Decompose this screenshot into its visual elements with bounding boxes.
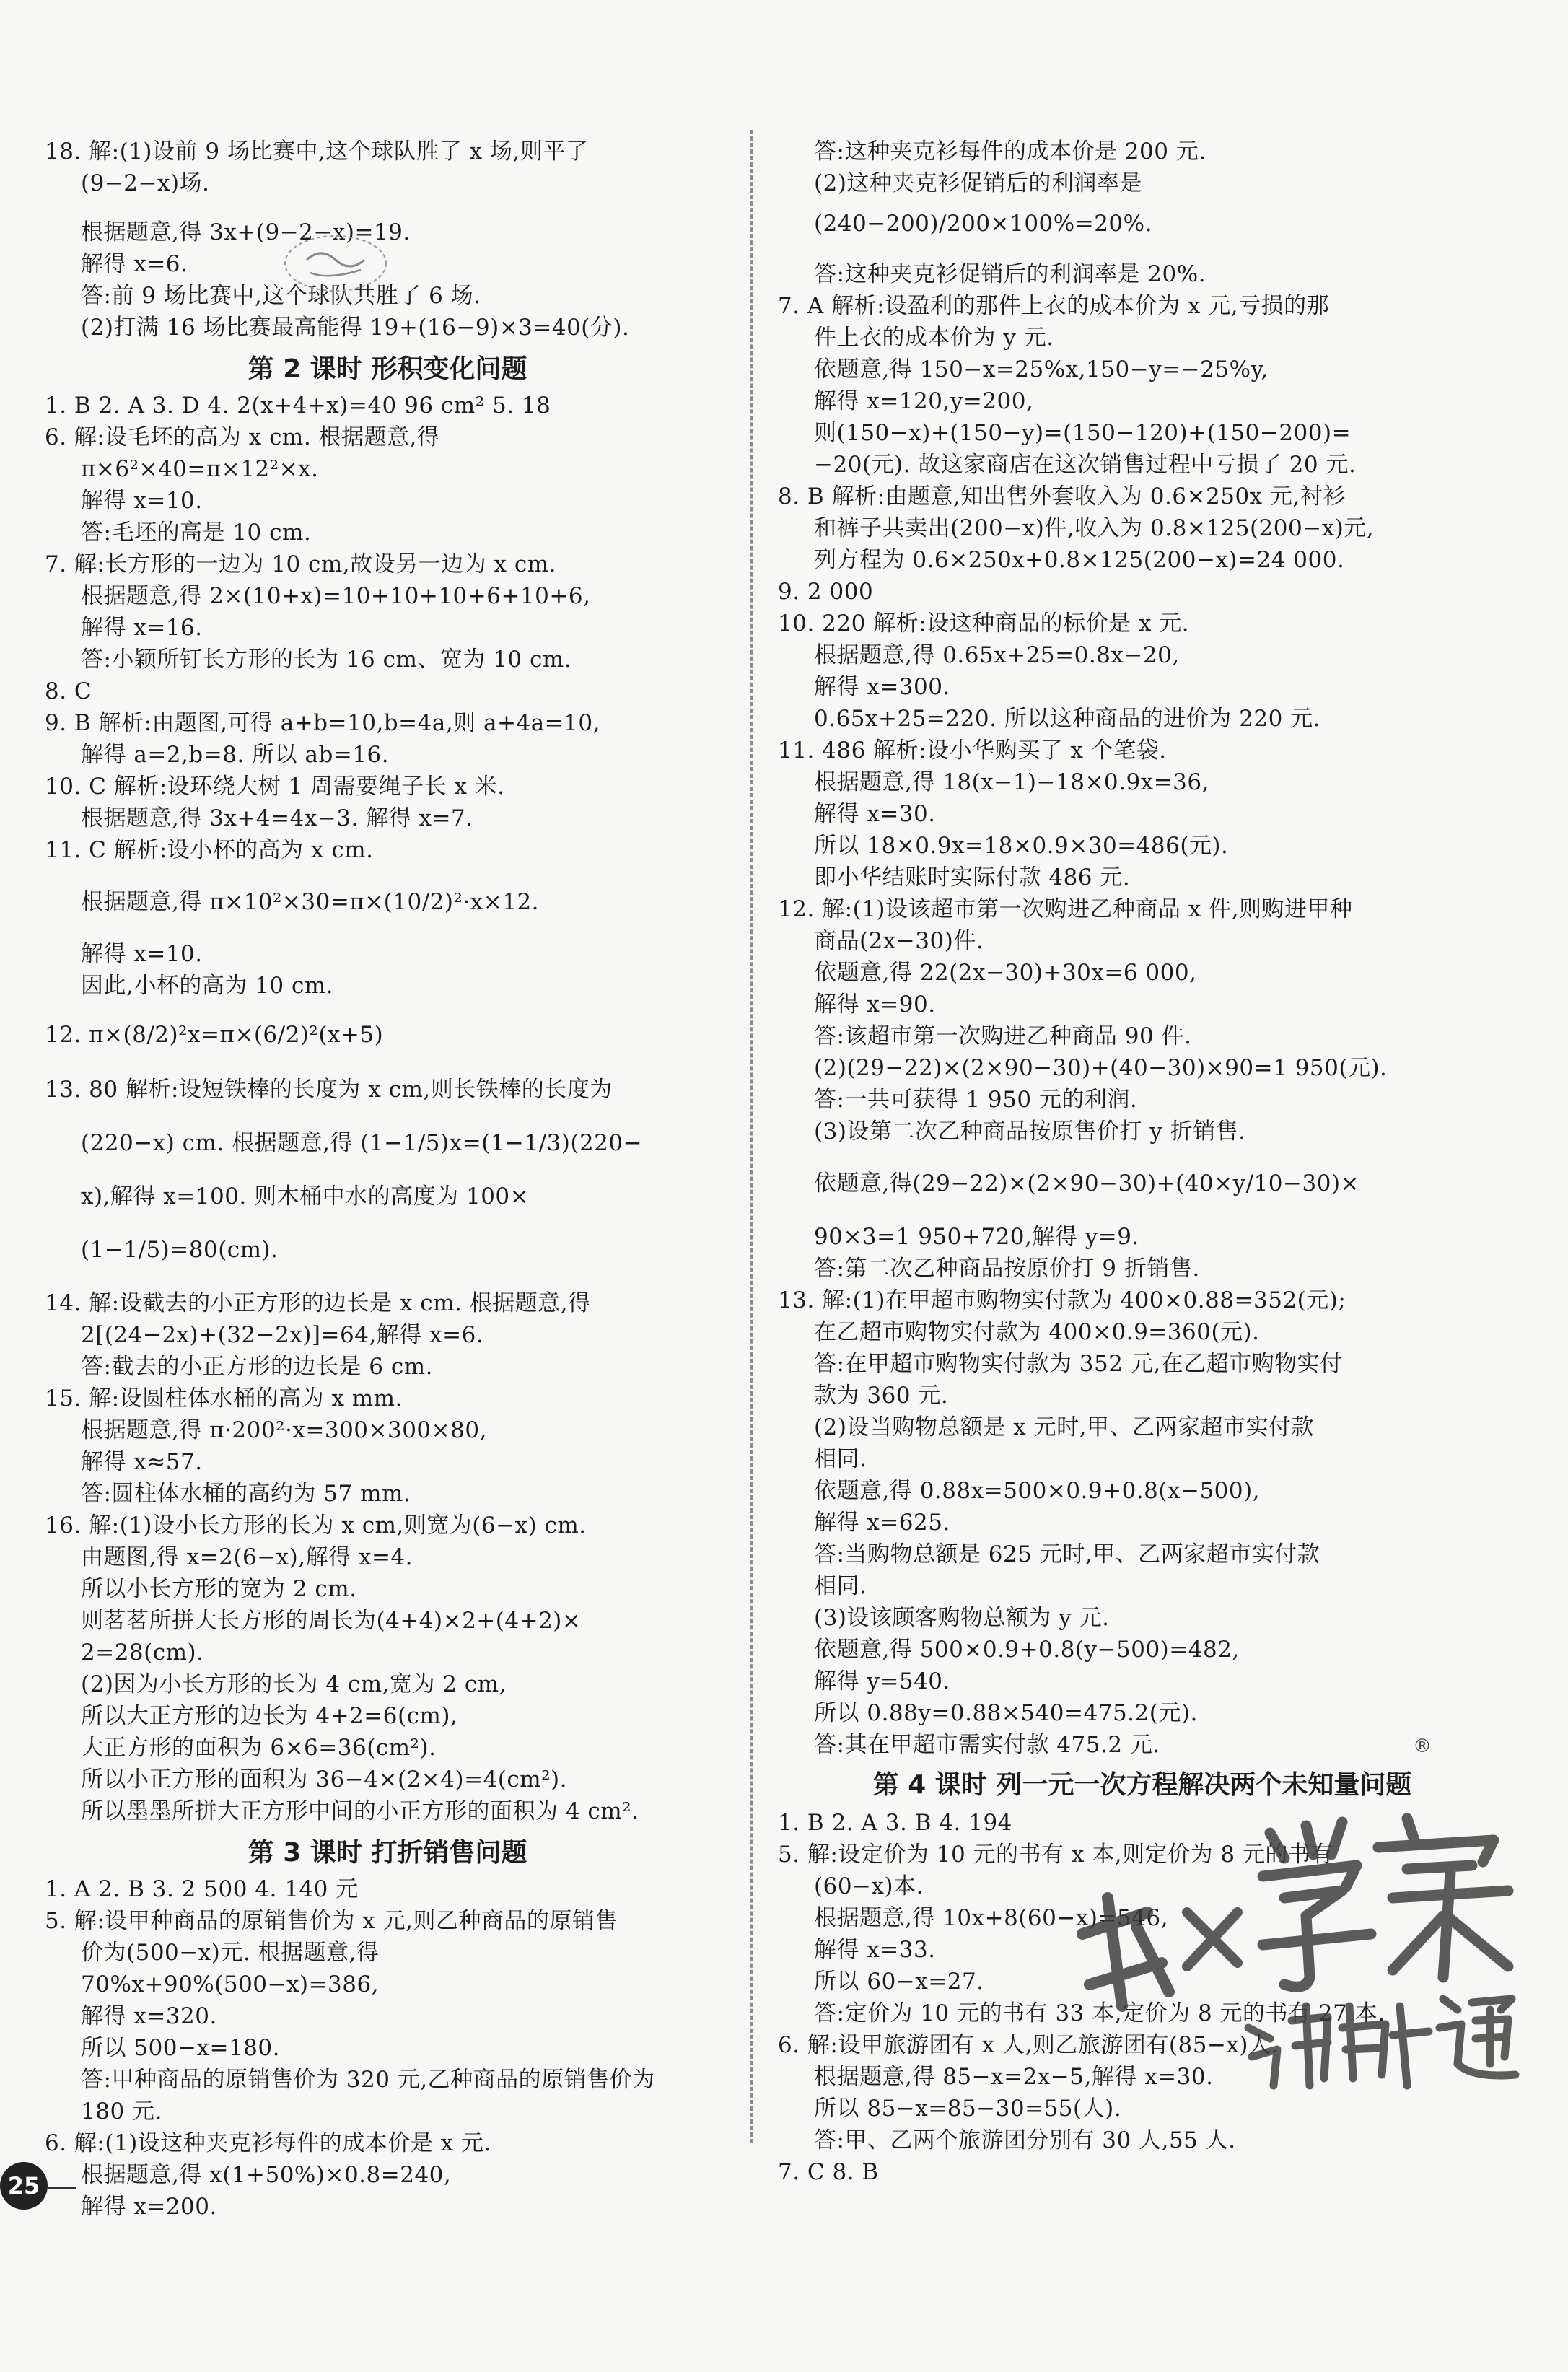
answer-line: x),解得 x=100. 则木桶中水的高度为 100× — [81, 1183, 530, 1209]
answer-line: 9. B 解析:由题图,可得 a+b=10,b=4a,则 a+4a=10, — [45, 710, 600, 736]
answer-line: −20(元). 故这家商店在这次销售过程中亏损了 20 元. — [814, 452, 1357, 478]
answer-line: 解得 y=540. — [814, 1668, 950, 1694]
answer-line: 相同. — [814, 1446, 867, 1472]
answer-line: 答:甲种商品的原销售价为 320 元,乙种商品的原销售价为 — [81, 2067, 655, 2093]
answer-line: 1. B 2. A 3. D 4. 2(x+4+x)=40 96 cm² 5. 18 — [45, 393, 551, 419]
answer-line: 1. B 2. A 3. B 4. 194 — [778, 1810, 1012, 1836]
answer-line: 0.65x+25=220. 所以这种商品的进价为 220 元. — [814, 706, 1321, 732]
answer-line: (2)(29−22)×(2×90−30)+(40−30)×90=1 950(元). — [814, 1055, 1388, 1081]
lesson-heading: 第 4 课时 列一元一次方程解决两个未知量问题 — [872, 1770, 1412, 1800]
answer-line: 2[(24−2x)+(32−2x)]=64,解得 x=6. — [81, 1322, 484, 1348]
answer-line: (3)设第二次乙种商品按原售价打 y 折销售. — [814, 1119, 1246, 1145]
answer-line: 5. 解:设定价为 10 元的书有 x 本,则定价为 8 元的书有 — [778, 1842, 1334, 1868]
answer-line: (9−2−x)场. — [81, 170, 210, 196]
answer-line: (2)设当购物总额是 x 元时,甲、乙两家超市实付款 — [814, 1414, 1314, 1440]
answer-line: 根据题意,得 x(1+50%)×0.8=240, — [81, 2162, 452, 2188]
column-divider — [750, 130, 753, 2143]
answer-line: 件上衣的成本价为 y 元. — [814, 325, 1054, 351]
answer-line: 13. 解:(1)在甲超市购物实付款为 400×0.88=352(元); — [778, 1287, 1346, 1313]
answer-line: (3)设该顾客购物总额为 y 元. — [814, 1605, 1110, 1631]
answer-line: 1. A 2. B 3. 2 500 4. 140 元 — [45, 1876, 359, 1902]
answer-line: 即小华结账时实际付款 486 元. — [814, 865, 1131, 890]
answer-line: (60−x)本. — [814, 1873, 924, 1899]
answer-line: 所以 18×0.9x=18×0.9×30=486(元). — [814, 833, 1229, 859]
answer-line: 答:圆柱体水桶的高约为 57 mm. — [81, 1481, 411, 1507]
answer-line: 9. 2 000 — [778, 579, 874, 605]
answer-line: 根据题意,得 3x+4=4x−3. 解得 x=7. — [81, 805, 473, 831]
answer-line: 因此,小杯的高为 10 cm. — [81, 973, 334, 999]
answer-line: 2=28(cm). — [81, 1640, 204, 1666]
answer-line: 款为 360 元. — [814, 1383, 949, 1409]
answer-line: 答:小颖所钉长方形的长为 16 cm、宽为 10 cm. — [81, 647, 572, 673]
answer-line: 依题意,得 22(2x−30)+30x=6 000, — [814, 960, 1197, 986]
answer-line: 所以小长方形的宽为 2 cm. — [81, 1576, 357, 1602]
answer-line: 根据题意,得 18(x−1)−18×0.9x=36, — [814, 769, 1209, 795]
answer-line: 6. 解:设甲旅游团有 x 人,则乙旅游团有(85−x)人. — [778, 2032, 1279, 2058]
answer-line: 12. 解:(1)设该超市第一次购进乙种商品 x 件,则购进甲种 — [778, 896, 1353, 922]
answer-line: 解得 x≈57. — [81, 1449, 203, 1475]
answer-line: 解得 a=2,b=8. 所以 ab=16. — [81, 742, 390, 768]
answer-line: 根据题意,得 0.65x+25=0.8x−20, — [814, 642, 1180, 668]
answer-line: 依题意,得 0.88x=500×0.9+0.8(x−500), — [814, 1478, 1261, 1504]
answer-line: 在乙超市购物实付款为 400×0.9=360(元). — [814, 1319, 1260, 1345]
answer-line: (2)打满 16 场比赛最高能得 19+(16−9)×3=40(分). — [81, 315, 630, 341]
answer-line: 答:这种夹克衫每件的成本价是 200 元. — [814, 139, 1206, 165]
answer-line: 依题意,得 150−x=25%x,150−y=−25%y, — [814, 356, 1269, 382]
answer-line: 90×3=1 950+720,解得 y=9. — [814, 1224, 1139, 1250]
answer-line: 解得 x=33. — [814, 1937, 936, 1963]
answer-line: 解得 x=120,y=200, — [814, 388, 1034, 414]
answer-line: 16. 解:(1)设小长方形的长为 x cm,则宽为(6−x) cm. — [45, 1513, 587, 1539]
answer-line: 解得 x=625. — [814, 1510, 950, 1536]
answer-line: 14. 解:设截去的小正方形的边长是 x cm. 根据题意,得 — [45, 1290, 591, 1316]
answer-line: 解得 x=320. — [81, 2003, 217, 2029]
answer-line: 根据题意,得 10x+8(60−x)=546, — [814, 1905, 1168, 1931]
answer-line: 价为(500−x)元. 根据题意,得 — [81, 1940, 380, 1966]
answer-line: 答:一共可获得 1 950 元的利润. — [814, 1087, 1138, 1113]
small-stamp-logo — [281, 231, 390, 296]
answer-line: 所以 85−x=85−30=55(人). — [814, 2096, 1122, 2122]
answer-line: 由题图,得 x=2(6−x),解得 x=4. — [81, 1544, 413, 1570]
answer-line: (2)这种夹克衫促销后的利润率是 — [814, 170, 1142, 196]
answer-line: 答:甲、乙两个旅游团分别有 30 人,55 人. — [814, 2127, 1236, 2153]
answer-line: 答:当购物总额是 625 元时,甲、乙两家超市实付款 — [814, 1541, 1320, 1567]
answer-line: 所以 60−x=27. — [814, 1969, 984, 1995]
answer-line: 所以小正方形的面积为 36−4×(2×4)=4(cm²). — [81, 1767, 568, 1793]
answer-line: 大正方形的面积为 6×6=36(cm²). — [81, 1735, 437, 1761]
answer-line: 180 元. — [81, 2099, 162, 2124]
answer-line: 和裤子共卖出(200−x)件,收入为 0.8×125(200−x)元, — [814, 515, 1375, 541]
answer-line: 8. C — [45, 678, 92, 704]
answer-line: π×6²×40=π×12²×x. — [81, 456, 319, 482]
answer-line: 答:第二次乙种商品按原价打 9 折销售. — [814, 1256, 1200, 1282]
answer-line: 依题意,得 500×0.9+0.8(y−500)=482, — [814, 1637, 1240, 1663]
answer-line: 7. 解:长方形的一边为 10 cm,故设另一边为 x cm. — [45, 551, 556, 577]
answer-line: 7. C 8. B — [778, 2159, 879, 2185]
answer-line: 所以墨墨所拼大正方形中间的小正方形的面积为 4 cm². — [81, 1798, 639, 1824]
calligraphy-watermark-logo — [1068, 1790, 1530, 2093]
answer-line: 根据题意,得 π×10²×30=π×(10/2)²·x×12. — [81, 889, 540, 915]
answer-line: 6. 解:设毛坯的高为 x cm. 根据题意,得 — [45, 424, 440, 450]
answer-line: 所以 500−x=180. — [81, 2035, 280, 2061]
answer-line: 根据题意,得 85−x=2x−5,解得 x=30. — [814, 2064, 1214, 2090]
answer-line: 5. 解:设甲种商品的原销售价为 x 元,则乙种商品的原销售 — [45, 1908, 618, 1934]
answer-line: 10. 220 解析:设这种商品的标价是 x 元. — [778, 610, 1190, 636]
answer-line: 商品(2x−30)件. — [814, 928, 984, 954]
answer-line: 根据题意,得 3x+(9−2−x)=19. — [81, 219, 411, 245]
answer-line: 18. 解:(1)设前 9 场比赛中,这个球队胜了 x 场,则平了 — [45, 139, 589, 165]
lesson-heading: 第 2 课时 形积变化问题 — [248, 354, 527, 384]
registered-mark: ® — [1413, 1736, 1432, 1757]
answer-line: (2)因为小长方形的长为 4 cm,宽为 2 cm, — [81, 1671, 507, 1697]
page-number-rule — [48, 2187, 76, 2189]
answer-line: 8. B 解析:由题意,知出售外套收入为 0.6×250x 元,衬衫 — [778, 483, 1346, 509]
answer-line: 解得 x=300. — [814, 674, 950, 700]
answer-line: 12. π×(8/2)²x=π×(6/2)²(x+5) — [45, 1022, 384, 1048]
answer-line: 则(150−x)+(150−y)=(150−120)+(150−200)= — [814, 420, 1352, 446]
answer-line: 解得 x=200. — [81, 2194, 217, 2220]
answer-line: 所以大正方形的边长为 4+2=6(cm), — [81, 1703, 458, 1729]
answer-line: (1−1/5)=80(cm). — [81, 1237, 279, 1263]
answer-line: 解得 x=30. — [814, 801, 936, 827]
answer-line: 解得 x=6. — [81, 251, 188, 277]
answer-line: 答:该超市第一次购进乙种商品 90 件. — [814, 1023, 1192, 1049]
answer-line: 列方程为 0.6×250x+0.8×125(200−x)=24 000. — [814, 547, 1345, 573]
answer-line: 依题意,得(29−22)×(2×90−30)+(40×y/10−30)× — [814, 1170, 1360, 1196]
answer-line: 11. 486 解析:设小华购买了 x 个笔袋. — [778, 738, 1167, 763]
answer-line: 答:毛坯的高是 10 cm. — [81, 520, 312, 546]
answer-line: 根据题意,得 π·200²·x=300×300×80, — [81, 1417, 487, 1443]
answer-line: 答:其在甲超市需实付款 475.2 元. — [814, 1732, 1160, 1758]
answer-line: 解得 x=90. — [814, 992, 936, 1017]
answer-line: 所以 0.88y=0.88×540=475.2(元). — [814, 1700, 1198, 1726]
answer-line: 答:在甲超市购物实付款为 352 元,在乙超市购物实付 — [814, 1351, 1343, 1377]
answer-line: 答:前 9 场比赛中,这个球队共胜了 6 场. — [81, 283, 481, 309]
answer-line: 答:定价为 10 元的书有 33 本,定价为 8 元的书有 27 本. — [814, 2000, 1385, 2026]
answer-line: 15. 解:设圆柱体水桶的高为 x mm. — [45, 1386, 403, 1412]
answer-line: 13. 80 解析:设短铁棒的长度为 x cm,则长铁棒的长度为 — [45, 1077, 613, 1103]
answer-line: 10. C 解析:设环绕大树 1 周需要绳子长 x 米. — [45, 774, 505, 800]
answer-line: 6. 解:(1)设这种夹克衫每件的成本价是 x 元. — [45, 2130, 491, 2156]
answer-line: 解得 x=10. — [81, 488, 203, 514]
answer-line: 根据题意,得 2×(10+x)=10+10+10+6+10+6, — [81, 583, 591, 609]
answer-line: 相同. — [814, 1573, 867, 1599]
answer-line: 答:这种夹克衫促销后的利润率是 20%. — [814, 261, 1206, 287]
answer-line: 解得 x=16. — [81, 615, 203, 641]
answer-line: 11. C 解析:设小杯的高为 x cm. — [45, 837, 374, 863]
answer-line: (240−200)/200×100%=20%. — [814, 211, 1152, 237]
page-number: 25 — [0, 2162, 48, 2210]
answer-line: 解得 x=10. — [81, 941, 203, 967]
answer-line: 则茗茗所拼大长方形的周长为(4+4)×2+(4+2)× — [81, 1608, 582, 1634]
answer-line: (220−x) cm. 根据题意,得 (1−1/5)x=(1−1/3)(220− — [81, 1130, 643, 1156]
answer-line: 70%x+90%(500−x)=386, — [81, 1971, 380, 1997]
answer-line: 7. A 解析:设盈利的那件上衣的成本价为 x 元,亏损的那 — [778, 293, 1330, 319]
answer-line: 答:截去的小正方形的边长是 6 cm. — [81, 1354, 433, 1380]
lesson-heading: 第 3 课时 打折销售问题 — [248, 1838, 527, 1868]
